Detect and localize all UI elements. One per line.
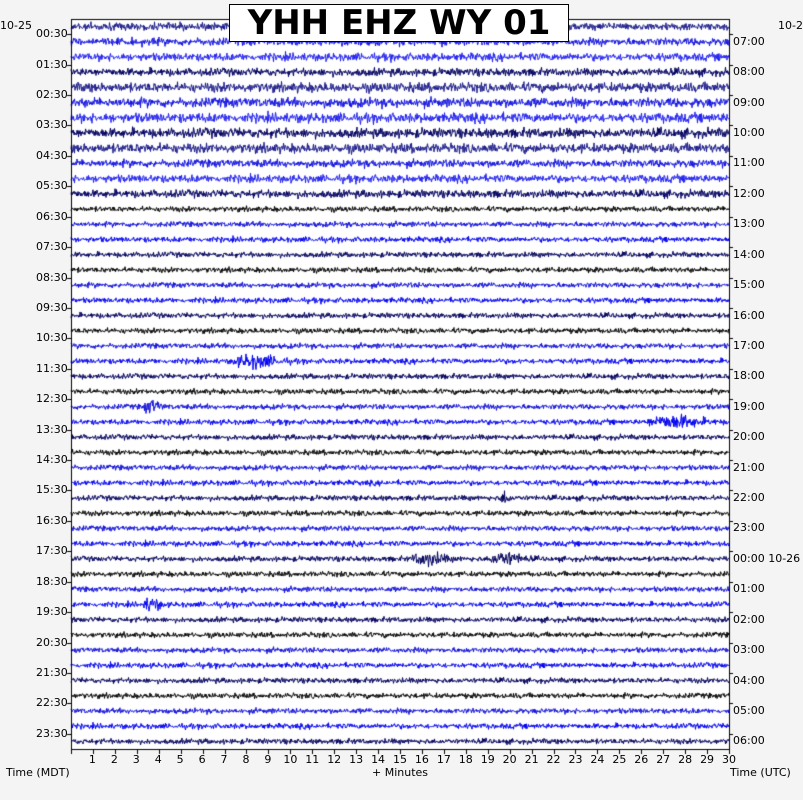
bottom-axis-label: + Minutes: [372, 766, 429, 779]
left-time-label: 15:30: [36, 483, 68, 497]
left-time-label: 02:30: [36, 88, 68, 102]
left-time-label: 21:30: [36, 665, 68, 679]
right-time-label: 10:00: [733, 126, 765, 140]
right-time-label: 23:00: [733, 521, 765, 535]
right-axis-label: Time (UTC): [730, 766, 791, 779]
right-time-label: 15:00: [733, 278, 765, 292]
x-tick-label: 4: [154, 753, 162, 766]
right-time-label: 04:00: [733, 673, 765, 687]
x-tick-label: 5: [176, 753, 184, 766]
right-time-label: 13:00: [733, 217, 765, 231]
station-title: YHH EHZ WY 01: [247, 3, 551, 43]
left-time-label: 11:30: [36, 361, 68, 375]
x-tick-label: 8: [242, 753, 250, 766]
x-tick-label: 13: [349, 753, 364, 766]
left-time-label: 17:30: [36, 544, 68, 558]
right-time-label: 11:00: [733, 156, 765, 170]
x-tick-label: 11: [305, 753, 320, 766]
left-time-label: 13:30: [36, 422, 68, 436]
left-time-label: 12:30: [36, 392, 68, 406]
left-time-label: 05:30: [36, 179, 68, 193]
left-time-label: 09:30: [36, 300, 68, 314]
x-tick-label: 2: [110, 753, 118, 766]
left-time-label: 04:30: [36, 148, 68, 162]
x-tick-label: 15: [393, 753, 407, 766]
right-time-label: 00:00 10-26: [733, 551, 801, 565]
x-tick-label: 17: [436, 753, 451, 766]
right-time-label: 12:00: [733, 186, 765, 200]
left-time-label: 00:30: [36, 27, 68, 41]
left-time-label: 18:30: [36, 574, 68, 588]
x-tick-label: 25: [612, 753, 627, 766]
left-time-label: 14:30: [36, 453, 68, 467]
x-tick-label: 14: [371, 753, 386, 766]
right-time-label: 18:00: [733, 369, 765, 383]
right-time-label: 16:00: [733, 308, 765, 322]
right-time-label: 09:00: [733, 95, 765, 109]
left-time-label: 16:30: [36, 513, 68, 527]
right-time-label: 07:00: [733, 34, 765, 48]
date-right-label: 10-2: [778, 19, 803, 32]
right-time-label: 17:00: [733, 338, 765, 352]
x-tick-label: 27: [656, 753, 671, 766]
x-tick-label: 16: [414, 753, 429, 766]
x-tick-label: 21: [524, 753, 539, 766]
left-time-label: 19:30: [36, 605, 68, 619]
left-time-label: 10:30: [36, 331, 68, 345]
right-time-label: 05:00: [733, 703, 765, 717]
left-axis-label: Time (MDT): [6, 766, 70, 779]
right-time-label: 19:00: [733, 399, 765, 413]
right-time-label: 08:00: [733, 65, 765, 79]
right-time-label: 14:00: [733, 247, 765, 261]
x-tick-label: 19: [480, 753, 495, 766]
right-time-label: 22:00: [733, 491, 765, 505]
left-time-label: 07:30: [36, 240, 68, 254]
left-time-label: 22:30: [36, 696, 68, 710]
x-tick-label: 7: [220, 753, 228, 766]
x-tick-label: 24: [590, 753, 605, 766]
left-time-label: 06:30: [36, 209, 68, 223]
x-tick-label: 20: [502, 753, 517, 766]
left-time-label: 08:30: [36, 270, 68, 284]
x-tick-label: 22: [546, 753, 561, 766]
x-tick-label: 26: [634, 753, 649, 766]
date-left-label: 10-25: [0, 19, 32, 32]
x-tick-label: 30: [722, 753, 736, 766]
x-tick-label: 1: [88, 753, 96, 766]
right-time-label: 21:00: [733, 460, 765, 474]
x-tick-label: 18: [458, 753, 473, 766]
left-time-label: 20:30: [36, 635, 68, 649]
x-tick-label: 9: [264, 753, 272, 766]
left-time-label: 23:30: [36, 726, 68, 740]
x-tick-label: 3: [132, 753, 140, 766]
left-time-label: 01:30: [36, 57, 68, 71]
left-time-label: 03:30: [36, 118, 68, 132]
x-tick-label: 10: [283, 753, 298, 766]
right-time-label: 01:00: [733, 582, 765, 596]
station-title-box: [229, 4, 569, 42]
right-time-label: 02:00: [733, 612, 765, 626]
x-tick-label: 23: [568, 753, 583, 766]
x-tick-label: 6: [198, 753, 206, 766]
right-time-label: 03:00: [733, 643, 765, 657]
right-time-label: 20:00: [733, 430, 765, 444]
right-time-label: 06:00: [733, 734, 765, 748]
x-tick-label: 12: [327, 753, 342, 766]
x-tick-label: 29: [700, 753, 715, 766]
x-tick-label: 28: [678, 753, 693, 766]
